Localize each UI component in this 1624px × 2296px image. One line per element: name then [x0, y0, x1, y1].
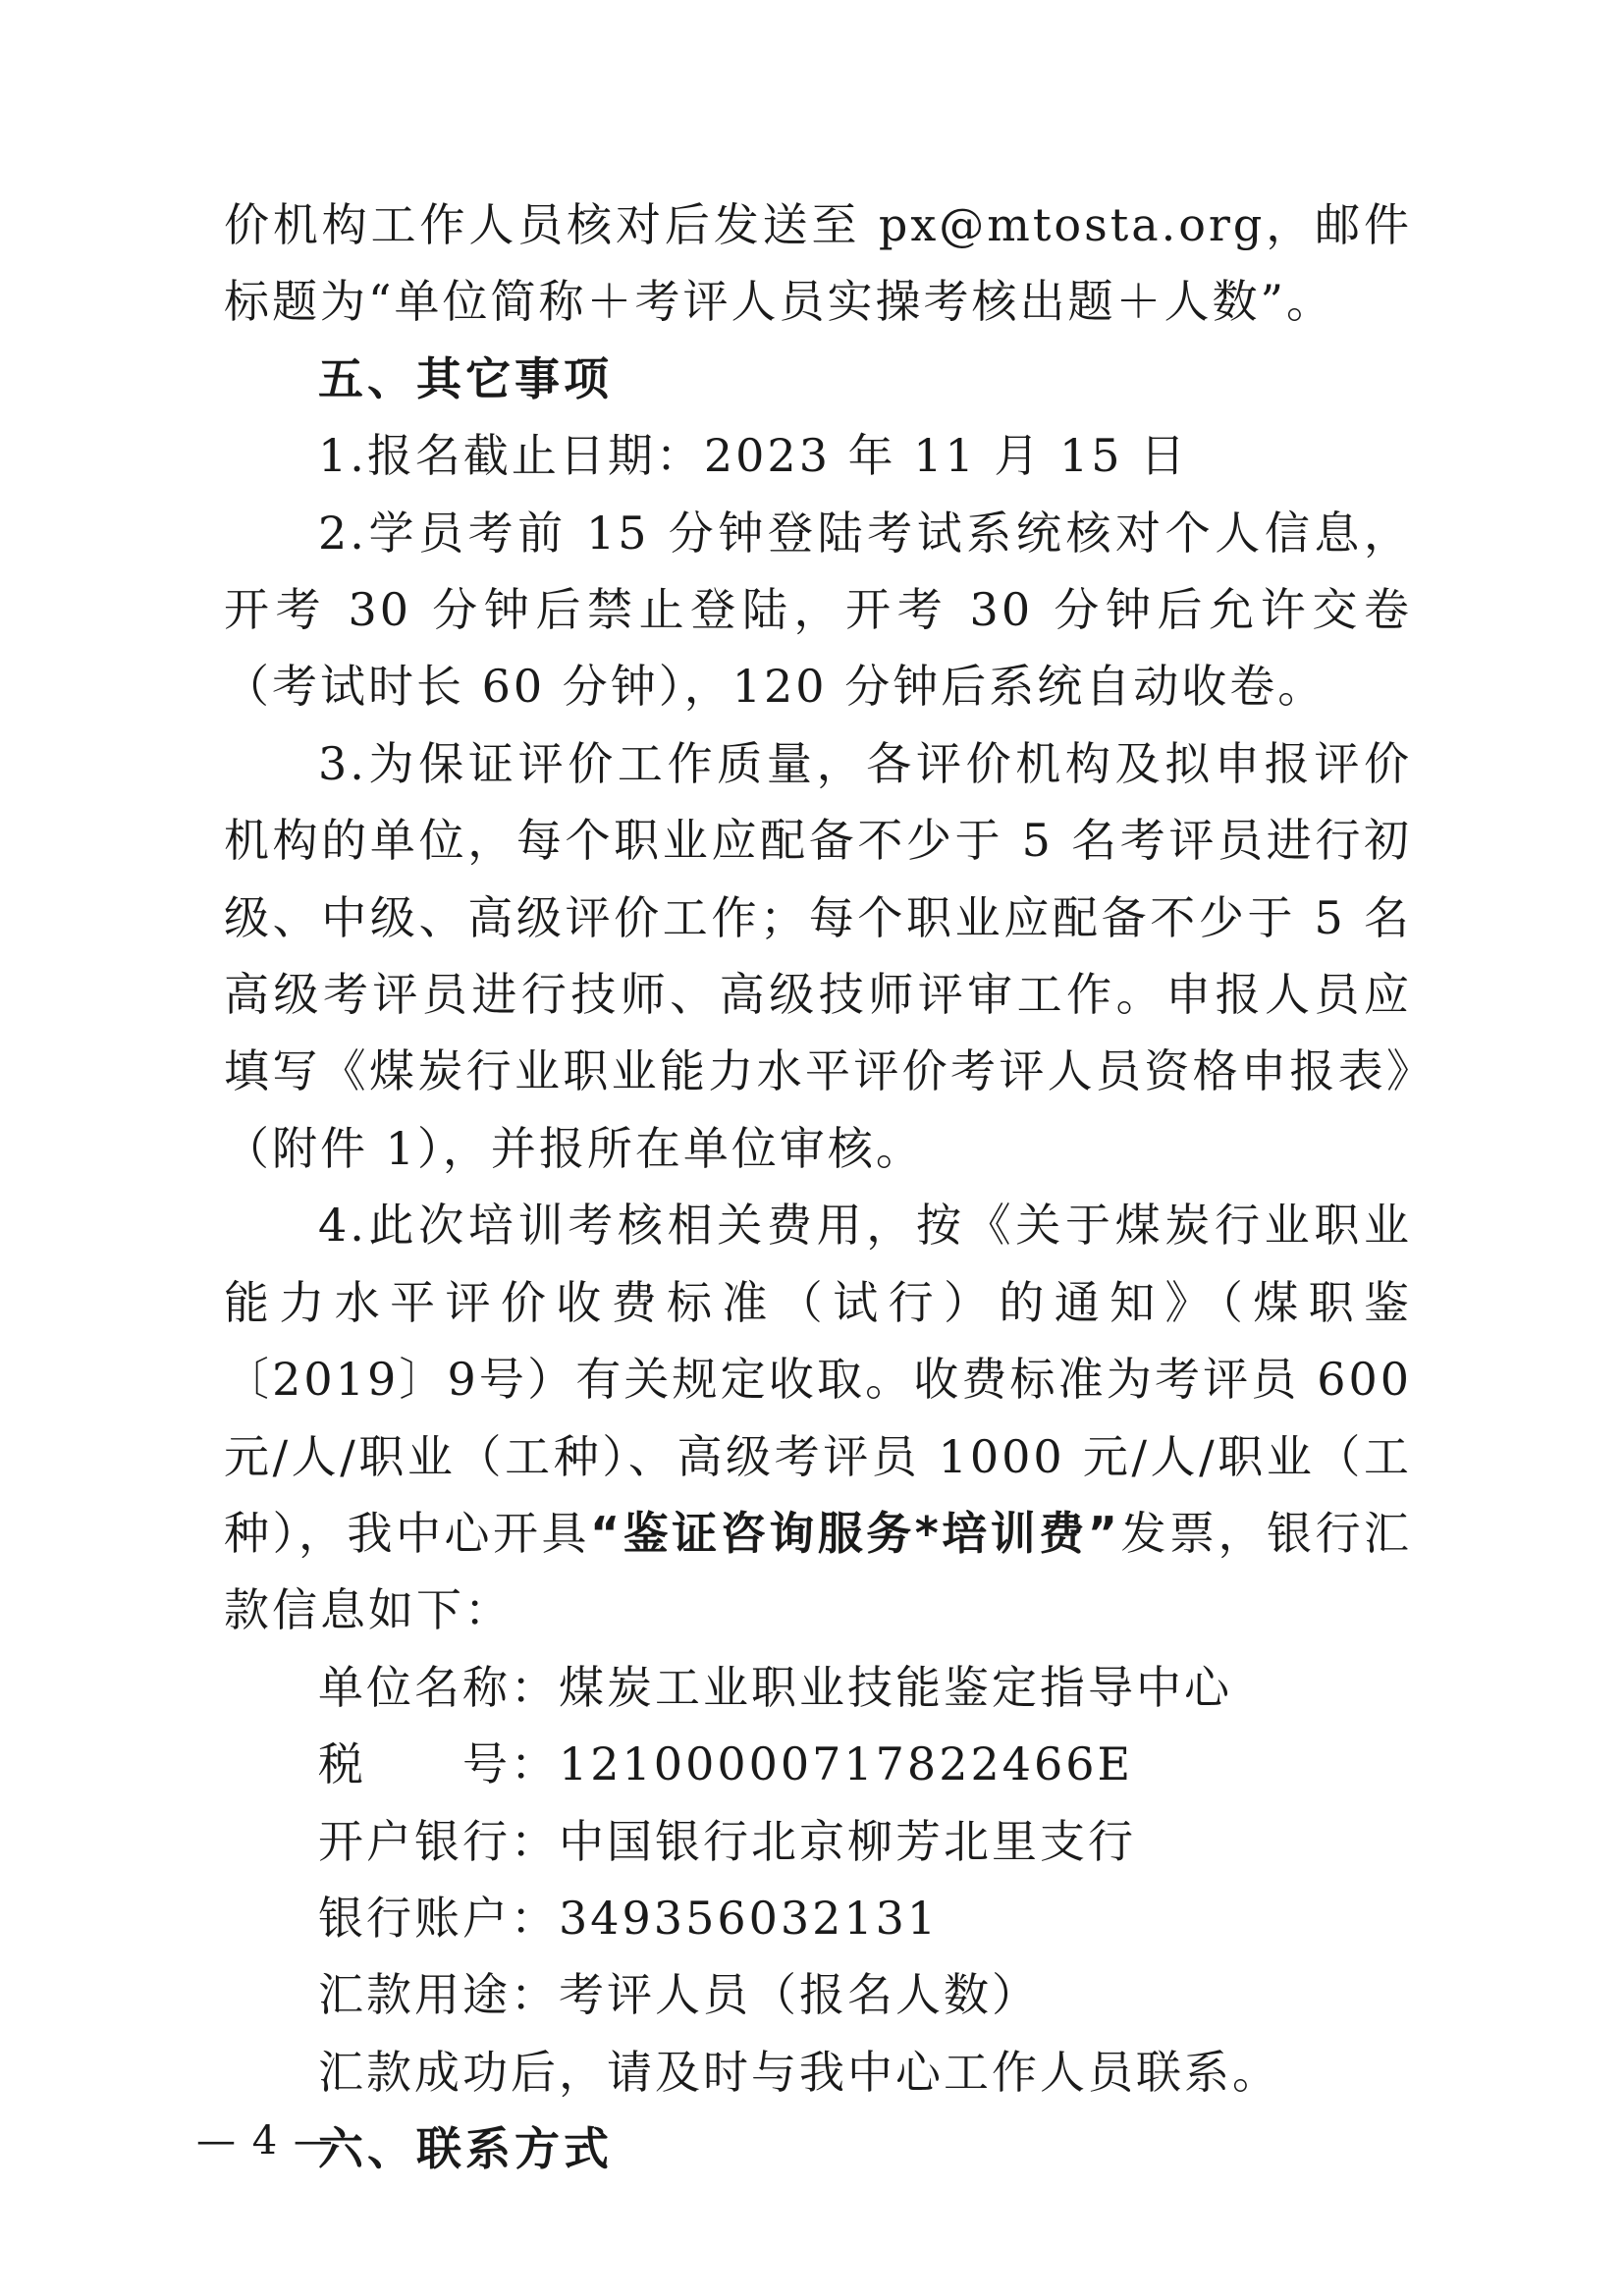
- section-5-heading: 五、其它事项: [318, 351, 613, 405]
- contact-note: 汇款成功后，请及时与我中心工作人员联系。: [318, 2045, 1280, 2099]
- bank-unit-name: 单位名称：煤炭工业职业技能鉴定指导中心: [318, 1660, 1232, 1714]
- item-4-invoice-type: “鉴证咨询服务*培训费”: [590, 1506, 1121, 1560]
- item-3-evaluators: 3.为保证评价工作质量，各评价机构及拟申报评价机构的单位，每个职业应配备不少于 5 名考评员进行初级、中级、高级评价工作；每个职业应配备不少于 5 名高级考评员进行技师、高级技师评审工作。申报人员应填写《煤炭行业职业能力水平评价考评人员资格申报表》（附件 1），并报所在单位审核。: [224, 736, 1412, 1175]
- bank-tax-id: [224, 1726, 1412, 1802]
- intro-paragraph: 价机构工作人员核对后发送至 px@mtosta.org，邮件标题为“单位简称＋考评人员实操考核出题＋人数”。: [224, 198, 1412, 329]
- item-2-exam-login: 2.学员考前 15 分钟登陆考试系统核对个人信息，开考 30 分钟后禁止登陆，开考 30 分钟后允许交卷（考试时长 60 分钟），120 分钟后系统自动收卷。: [224, 506, 1412, 714]
- tax-label: 税 号：: [318, 1737, 559, 1791]
- item-1-deadline: 1.报名截止日期：2023 年 11 月 15 日: [318, 429, 1189, 483]
- item-4-fees: [224, 1187, 1412, 1648]
- bank-account: 银行账户：349356032131: [318, 1891, 940, 1945]
- document-body: [224, 187, 1412, 2188]
- tax-value: 12100000717822466E: [559, 1737, 1134, 1791]
- bank-branch: 开户银行：中国银行北京柳芳北里支行: [318, 1814, 1136, 1868]
- section-6-heading: 六、联系方式: [318, 2122, 613, 2176]
- page-number: — 4 —: [196, 2118, 335, 2163]
- remit-purpose: 汇款用途：考评人员（报名人数）: [318, 1968, 1040, 2022]
- item-4-text-after: 发票，银行汇款信息如下：: [224, 1506, 1413, 1637]
- item-4-text-before: 4.此次培训考核相关费用，按《关于煤炭行业职业能力水平评价收费标准（试行）的通知》（煤职鉴〔2019〕9号）有关规定收取。收费标准为考评员 600 元/人/职业（工种）、高级考评员 1000 元/人/职业（工种），我中心开具: [224, 1199, 1412, 1560]
